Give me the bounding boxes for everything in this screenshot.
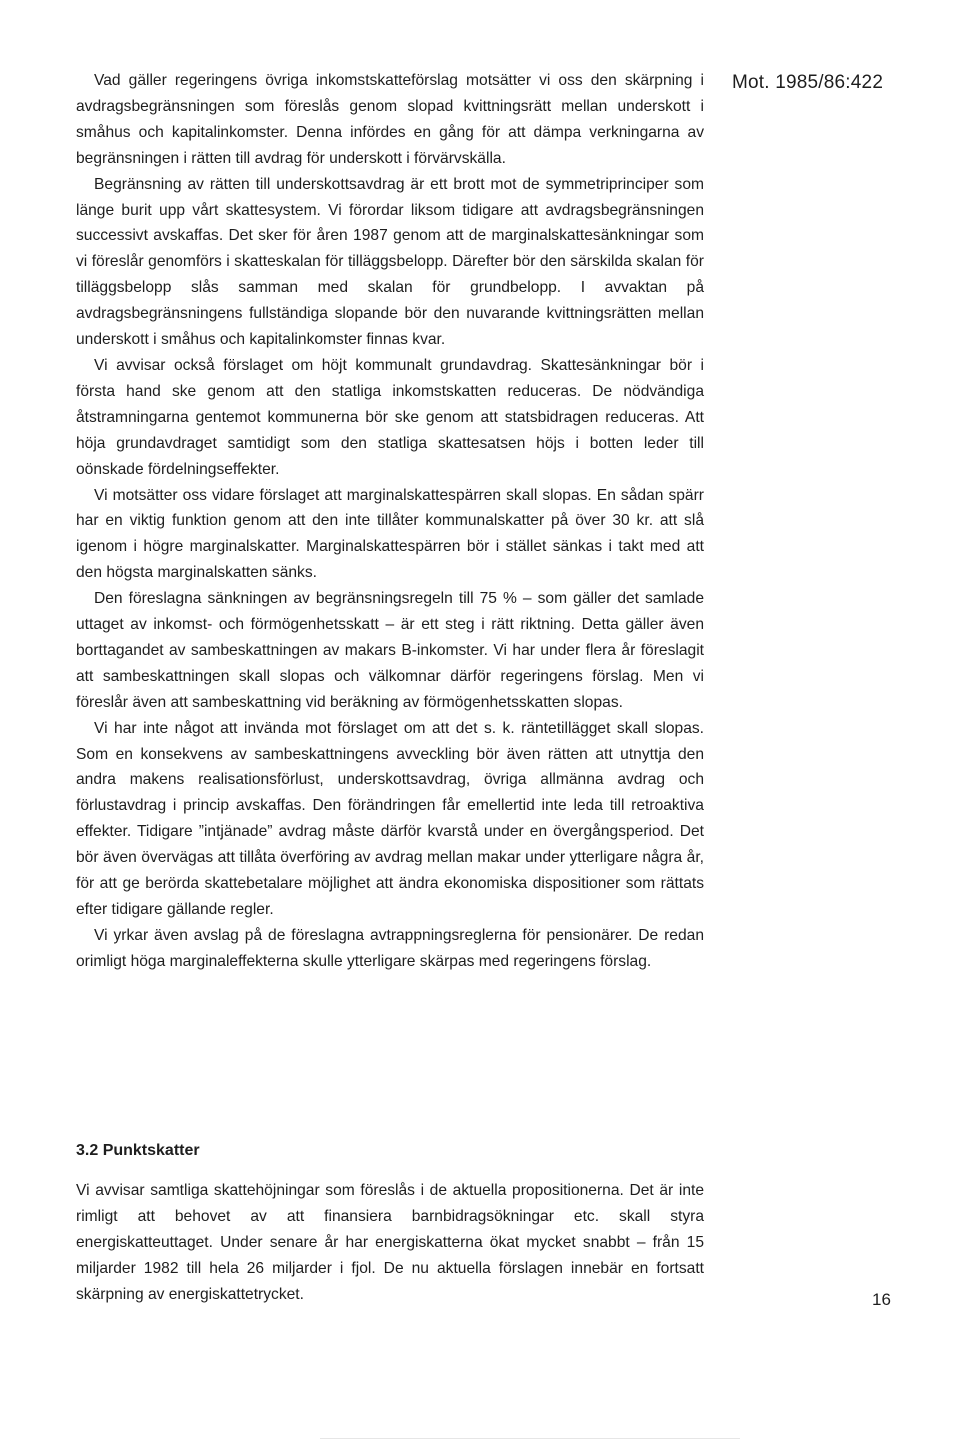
- paragraph-1: Vad gäller regeringens övriga inkomstskatteförslag motsätter vi oss den skärpning i avdragsbegränsningen som föreslås genom slopad kvittningsrätt mellan underskott i småhus och kapitalinkomster. Denna infördes en gång för att dämpa verkningarna av begränsningen i rätten till avdrag för underskott i förvärvskälla.: [76, 72, 704, 167]
- paragraph-3: Vi avvisar också förslaget om höjt kommunalt grundavdrag. Skattesänkningar bör i första hand ske genom att den statliga inkomstskatten reduceras. De nödvändiga åtstramningarna gentemot kommunerna bör ske genom att statsbidragen reduceras. Att höja grundavdraget samtidigt som den statliga skattesatsen höjs i botten leder till oönskade fördelningseffekter.: [76, 356, 704, 478]
- document-reference: Mot. 1985/86:422: [732, 72, 884, 93]
- section-heading: 3.2 Punktskatter: [76, 1142, 200, 1159]
- paragraph-6: Vi har inte något att invända mot förslaget om att det s. k. räntetillägget skall slopas. Som en konsekvens av sambeskattningens avveckling bör även rätten att utnyttja den andra makens realisationsförlust, underskottsavdrag, övriga allmänna avdrag och förlustavdrag i princip avskaffas. Den förändringen får emellertid inte leda till retroaktiva effekter. Tidigare ”intjänade” avdrag måste därför kvarstå under en övergångsperiod. Det bör även övervägas att tillåta överföring av avdrag mellan makar under ytterligare några år, för att ge berörda skattebetalare möjlighet att ändra ekonomiska dispositioner som rättats efter tidigare gällande regler.: [76, 719, 704, 918]
- paragraph-2: Begränsning av rätten till underskottsavdrag är ett brott mot de symmetriprinciper som länge burit upp vårt skattesystem. Vi förordar liksom tidigare att avdragsbegränsningen successivt avskaffas. Det sker för åren 1987 genom att de marginalskattesänkningar som vi föreslår genomförs i skatteskalan för tilläggsbelopp. Därefter bör den särskilda skalan för tilläggsbelopp slås samman med skalan för grundbelopp. I avvaktan på avdragsbegränsningens fullständiga slopande bör den nuvarande kvittningsrätten mellan underskott i småhus och kapitalinkomster finnas kvar.: [76, 175, 704, 349]
- paragraph-4: Vi motsätter oss vidare förslaget att marginalskattespärren skall slopas. En sådan spärr har en viktig funktion genom att den inte tillåter kommunalskatter på över 30 kr. att slå igenom i högre marginalskatter. Marginalskattespärren bör i stället sänkas i takt med att den högsta marginalskatten sänks.: [76, 486, 704, 582]
- paragraph-5: Den föreslagna sänkningen av begränsningsregeln till 75 % – som gäller det samlade uttaget av inkomst- och förmögenhetsskatt – är ett steg i rätt riktning. Detta gäller även borttagandet av sambeskattningen av makars B-inkomster. Vi har under flera år föreslagit att sambeskattningen skall slopas och välkomnar därför regeringens förslag. Men vi föreslår även att sambeskattning vid beräkning av förmögenhetsskatten slopas.: [76, 590, 704, 711]
- paragraph-7: Vi yrkar även avslag på de föreslagna avtrappningsreglerna för pensionärer. De redan orimligt höga marginaleffekterna skulle ytterligare skärpas med regeringens förslag.: [76, 926, 704, 970]
- page-number: 16: [872, 1290, 891, 1309]
- section-2-body: [76, 1178, 704, 1308]
- paragraph-8: Vi avvisar samtliga skattehöjningar som föreslås i de aktuella propositionerna. Det är inte rimligt att behovet av att finansiera barnbidragsökningar etc. skall styra energiskatteuttaget. Under senare år har energiskatterna ökat mycket snabbt – från 15 miljarder 1982 till hela 26 miljarder i fjol. De nu aktuella förslagen innebär en fortsatt skärpning av energiskattetrycket.: [76, 1182, 704, 1303]
- section-1-body: [76, 68, 704, 975]
- bottom-rule: [320, 1438, 740, 1439]
